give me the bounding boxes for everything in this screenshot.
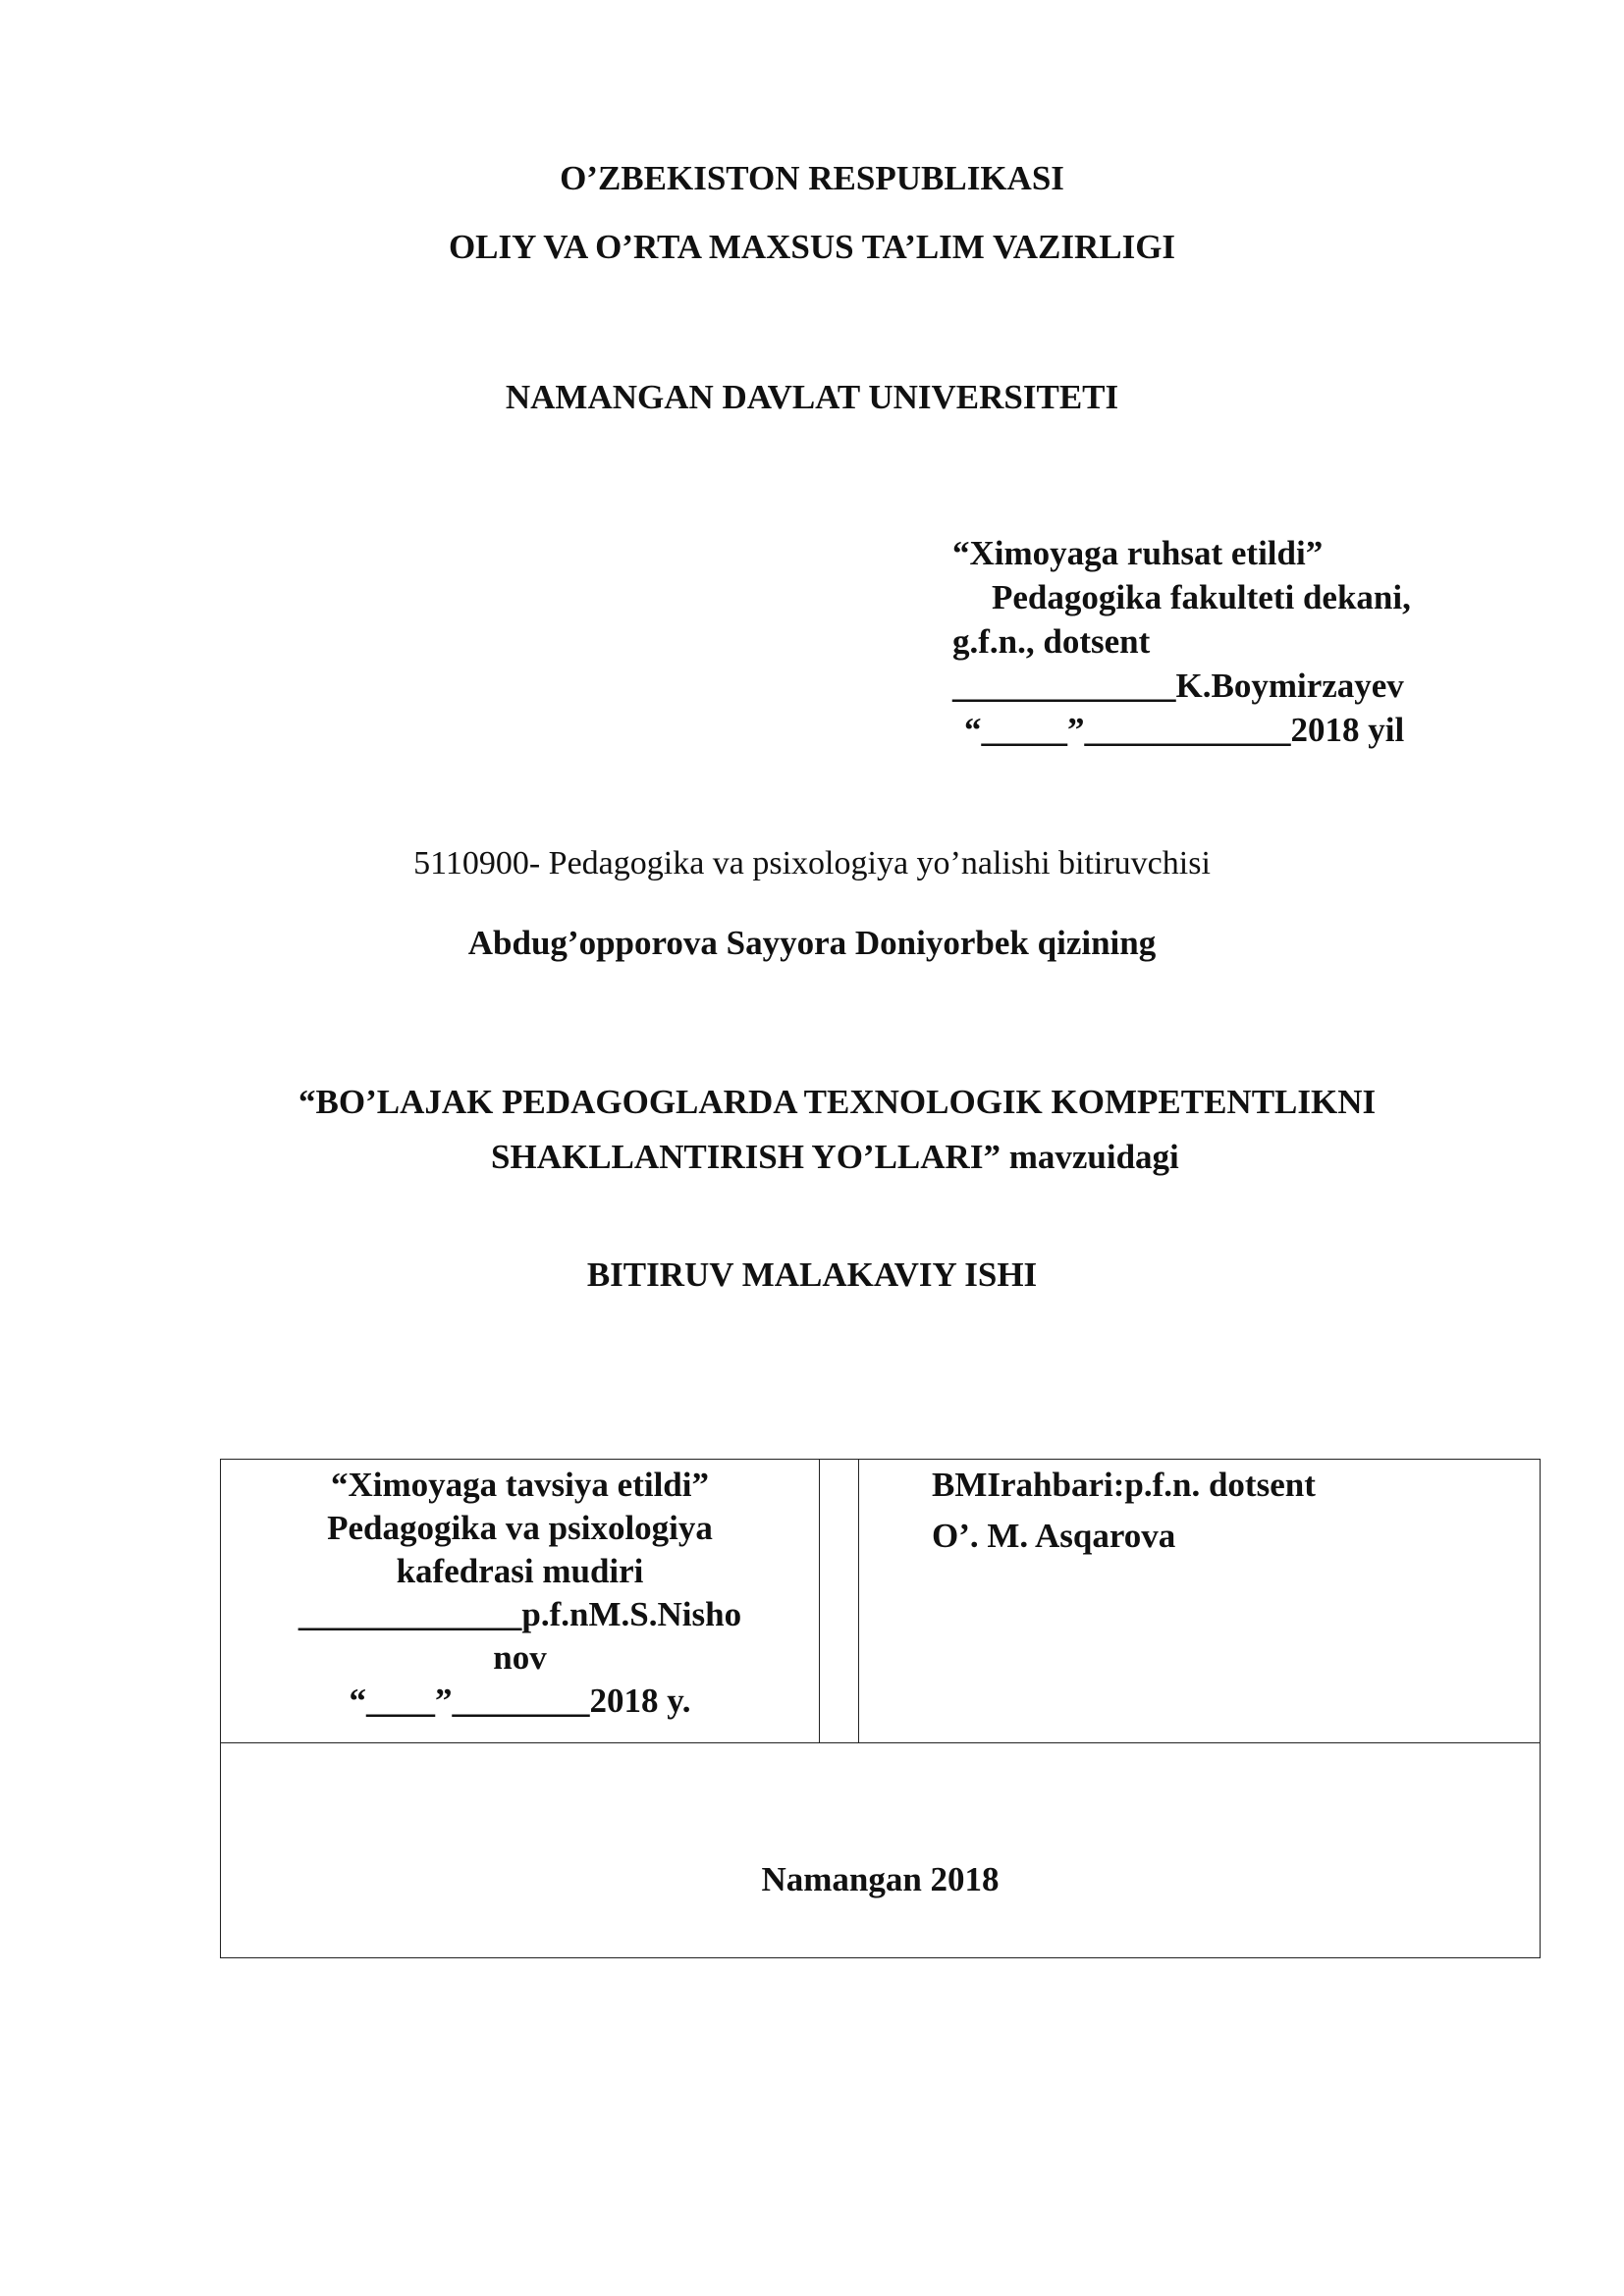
- recommendation-department: Pedagogika va psixologiya: [327, 1509, 713, 1547]
- recommendation-name-end: nov: [493, 1638, 547, 1677]
- topic-line-2: [0, 1130, 1624, 1185]
- topic-line-2-text: SHAKLLANTIRISH YO’LLARI”: [491, 1138, 1001, 1176]
- approval-signature-line: _____________K.Boymirzayev: [952, 667, 1404, 705]
- approval-degree: g.f.n., dotsent: [952, 622, 1151, 661]
- place-year: Namangan 2018: [761, 1860, 1000, 1898]
- specialty-line: 5110900- Pedagogika va psixologiya yo’nalishi bitiruvchisi: [413, 845, 1211, 881]
- republic-heading: O’ZBEKISTON RESPUBLIKASI: [560, 159, 1064, 197]
- university-heading: NAMANGAN DAVLAT UNIVERSITETI: [505, 378, 1119, 416]
- topic-suffix: mavzuidagi: [1000, 1138, 1179, 1176]
- supervisor-title: BMIrahbari:p.f.n. dotsent: [932, 1466, 1316, 1504]
- topic-line-1: “BO’LAJAK PEDAGOGLARDA TEXNOLOGIK KOMPETENTLIKNI: [298, 1083, 1377, 1121]
- student-name: Abdug’opporova Sayyora Doniyorbek qizining: [467, 924, 1157, 962]
- signature-table: [220, 1459, 1541, 1958]
- recommendation-cell: [221, 1460, 820, 1743]
- spacer-cell: [820, 1460, 859, 1743]
- supervisor-cell: [859, 1460, 1541, 1743]
- work-type-title: BITIRUV MALAKAVIY ISHI: [586, 1255, 1038, 1294]
- recommendation-title: “Ximoyaga tavsiya etildi”: [331, 1466, 709, 1504]
- approval-position: Pedagogika fakulteti dekani,: [992, 578, 1411, 616]
- approval-date-line: “_____”____________2018 yil: [964, 711, 1405, 749]
- recommendation-signature-line: _____________p.f.nM.S.Nisho: [298, 1595, 742, 1633]
- ministry-heading: OLIY VA O’RTA MAXSUS TA’LIM VAZIRLIGI: [448, 228, 1176, 266]
- dean-approval-block: [952, 531, 1411, 752]
- supervisor-name: O’. M. Asqarova: [932, 1517, 1176, 1555]
- recommendation-date-line: “____”________2018 y.: [349, 1682, 691, 1720]
- recommendation-position: kafedrasi mudiri: [396, 1552, 644, 1590]
- place-year-cell: [221, 1743, 1541, 1958]
- approval-title: “Ximoyaga ruhsat etildi”: [952, 534, 1324, 572]
- thesis-topic: [0, 1075, 1624, 1185]
